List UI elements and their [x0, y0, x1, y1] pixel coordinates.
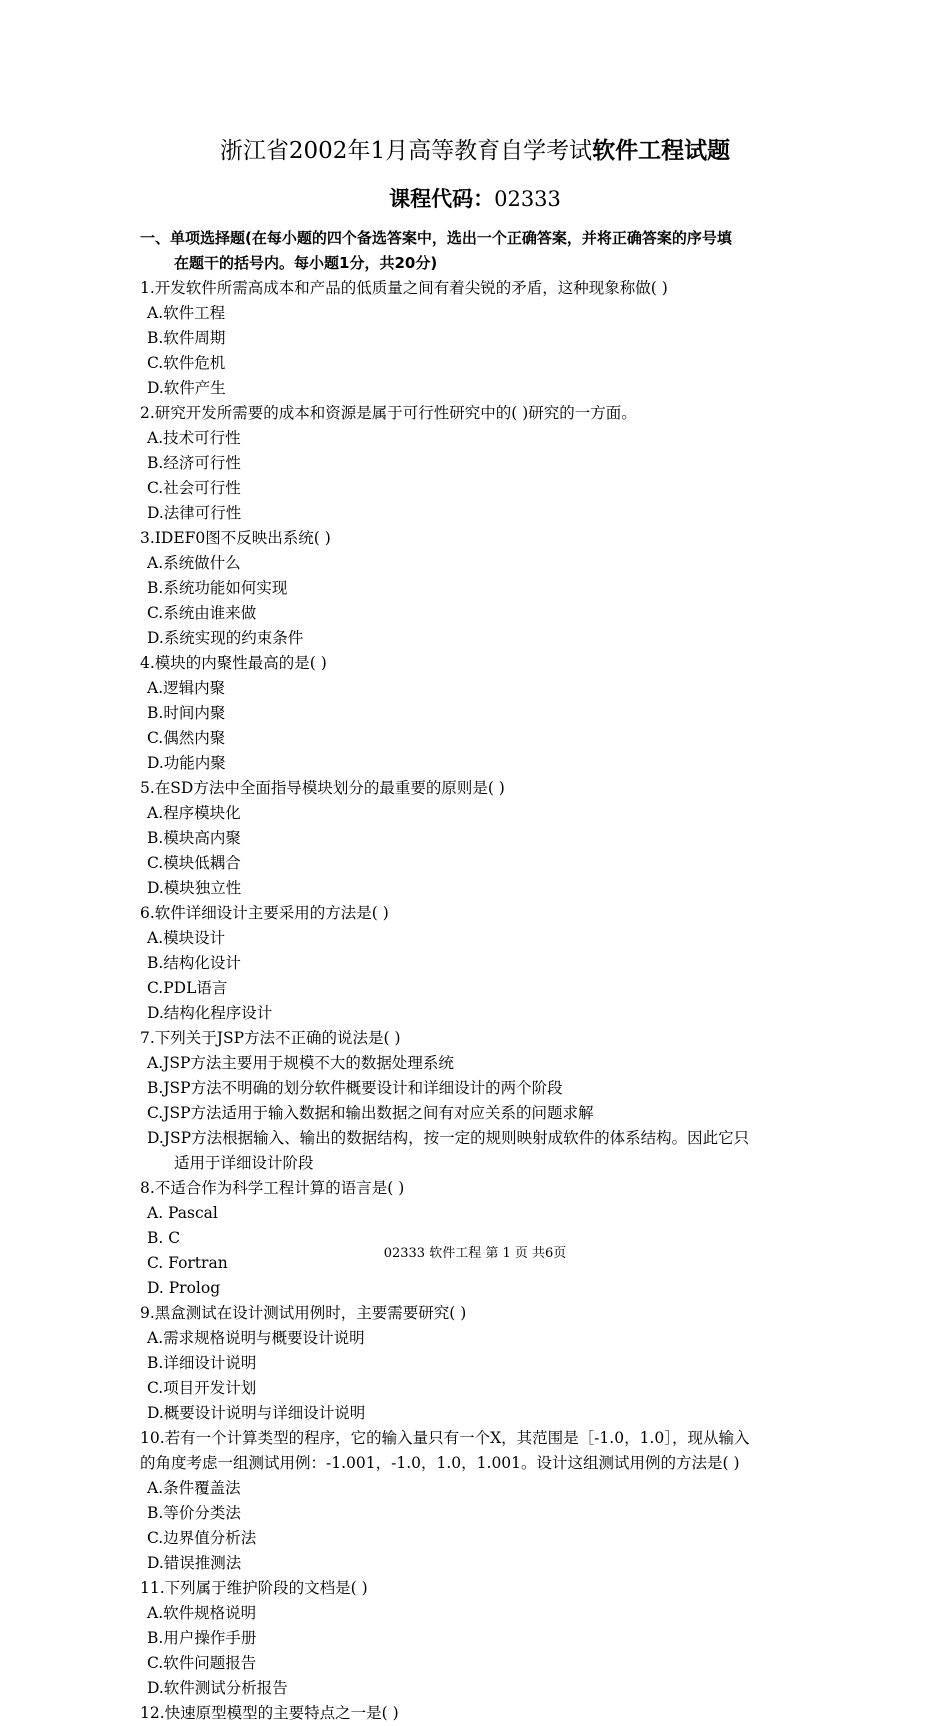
- option-b: B.系统功能如何实现: [147, 579, 288, 597]
- section-heading-line1: 一、单项选择题(在每小题的四个备选答案中，选出一个正确答案，并将正确答案的序号填: [140, 229, 732, 247]
- option-d: D.系统实现的约束条件: [147, 629, 304, 647]
- option-a: A.逻辑内聚: [147, 679, 226, 697]
- option-a: A.JSP方法主要用于规模不大的数据处理系统: [147, 1054, 454, 1072]
- question-stem: 2.研究开发所需要的成本和资源是属于可行性研究中的( )研究的一方面。: [140, 404, 637, 422]
- option-d-line2: 适用于详细设计阶段: [174, 1154, 314, 1172]
- question-stem: 4.模块的内聚性最高的是( ): [140, 654, 327, 672]
- title-part1: 浙江省2002年1月高等教育自学考试: [219, 138, 593, 164]
- option-a: A.模块设计: [147, 929, 226, 947]
- option-c: C.PDL语言: [147, 979, 228, 997]
- option-a: A.技术可行性: [147, 429, 241, 447]
- option-a: A.系统做什么: [147, 554, 241, 572]
- question-stem: 11.下列属于维护阶段的文档是( ): [140, 1579, 368, 1597]
- option-b: B.JSP方法不明确的划分软件概要设计和详细设计的两个阶段: [147, 1079, 563, 1097]
- option-d-line1: D.JSP方法根据输入、输出的数据结构，按一定的规则映射成软件的体系结构。因此它只: [147, 1129, 750, 1147]
- question-options: [140, 1476, 815, 1576]
- question-stem: 3.IDEF0图不反映出系统( ): [140, 529, 331, 547]
- option-c: C.软件问题报告: [147, 1654, 257, 1672]
- exam-content: [140, 226, 815, 1726]
- option-d: D. Prolog: [147, 1279, 221, 1297]
- course-code: [0, 185, 950, 213]
- option-c: C.软件危机: [147, 354, 226, 372]
- option-b: B.详细设计说明: [147, 1354, 257, 1372]
- option-c: C.模块低耦合: [147, 854, 241, 872]
- question-stem: 5.在SD方法中全面指导模块划分的最重要的原则是( ): [140, 779, 505, 797]
- option-c: C.社会可行性: [147, 479, 241, 497]
- option-c: C.系统由谁来做: [147, 604, 257, 622]
- section-heading-line2: 在题干的括号内。每小题1分，共20分): [174, 254, 438, 272]
- option-a: A.程序模块化: [147, 804, 241, 822]
- question-options: [140, 926, 815, 1026]
- title-part2: 软件工程试题: [592, 138, 731, 164]
- question-stem-line1: 10.若有一个计算类型的程序，它的输入量只有一个X，其范围是［-1.0，1.0］，现从输入: [140, 1429, 750, 1447]
- question-options: [140, 301, 815, 401]
- option-b: B.时间内聚: [147, 704, 226, 722]
- option-d: D.模块独立性: [147, 879, 242, 897]
- option-b: B.用户操作手册: [147, 1629, 257, 1647]
- section-heading: [140, 226, 815, 276]
- option-b: B.软件周期: [147, 329, 226, 347]
- question-stem: 9.黑盒测试在设计测试用例时，主要需要研究( ): [140, 1304, 467, 1322]
- option-c: C. Fortran: [147, 1254, 228, 1272]
- page-footer: 02333 软件工程 第 1 页 共6页: [383, 1246, 567, 1261]
- question-stem: 8.不适合作为科学工程计算的语言是( ): [140, 1179, 405, 1197]
- question-options: [140, 1326, 815, 1426]
- option-c: C.项目开发计划: [147, 1379, 257, 1397]
- question-stem: 7.下列关于JSP方法不正确的说法是( ): [140, 1029, 401, 1047]
- option-c: C.偶然内聚: [147, 729, 226, 747]
- course-code-value: 02333: [494, 187, 561, 211]
- option-b: B.经济可行性: [147, 454, 241, 472]
- option-a: A.软件工程: [147, 304, 226, 322]
- question-stem: 6.软件详细设计主要采用的方法是( ): [140, 904, 389, 922]
- option-d: D.功能内聚: [147, 754, 226, 772]
- question-stem-line2: 的角度考虑一组测试用例：-1.001，-1.0，1.0，1.001。设计这组测试用例的方法是( ): [140, 1454, 740, 1472]
- option-a: A.软件规格说明: [147, 1604, 257, 1622]
- option-d: D.结构化程序设计: [147, 1004, 273, 1022]
- option-b: B.结构化设计: [147, 954, 241, 972]
- option-a: A.条件覆盖法: [147, 1479, 241, 1497]
- option-b: B. C: [147, 1229, 181, 1247]
- option-a: A. Pascal: [147, 1204, 218, 1222]
- question-options: [140, 551, 815, 651]
- page-title: [0, 136, 950, 166]
- option-d: D.错误推测法: [147, 1554, 242, 1572]
- option-c: C.JSP方法适用于输入数据和输出数据之间有对应关系的问题求解: [147, 1104, 594, 1122]
- question-stem: 1.开发软件所需高成本和产品的低质量之间有着尖锐的矛盾，这种现象称做( ): [140, 279, 668, 297]
- option-c: C.边界值分析法: [147, 1529, 257, 1547]
- question-options: [140, 1601, 815, 1701]
- option-d: D.软件测试分析报告: [147, 1679, 288, 1697]
- option-d: D.法律可行性: [147, 504, 242, 522]
- option-a: A.需求规格说明与概要设计说明: [147, 1329, 365, 1347]
- option-d: D.软件产生: [147, 379, 226, 397]
- question-stem: 12.快速原型模型的主要特点之一是( ): [140, 1704, 399, 1722]
- course-code-label: 课程代码：: [389, 187, 495, 211]
- option-b: B.模块高内聚: [147, 829, 241, 847]
- question-options: [140, 801, 815, 901]
- option-d: D.概要设计说明与详细设计说明: [147, 1404, 366, 1422]
- option-b: B.等价分类法: [147, 1504, 241, 1522]
- question-options: [140, 426, 815, 526]
- option-d: [140, 1126, 815, 1176]
- question-options: [140, 676, 815, 776]
